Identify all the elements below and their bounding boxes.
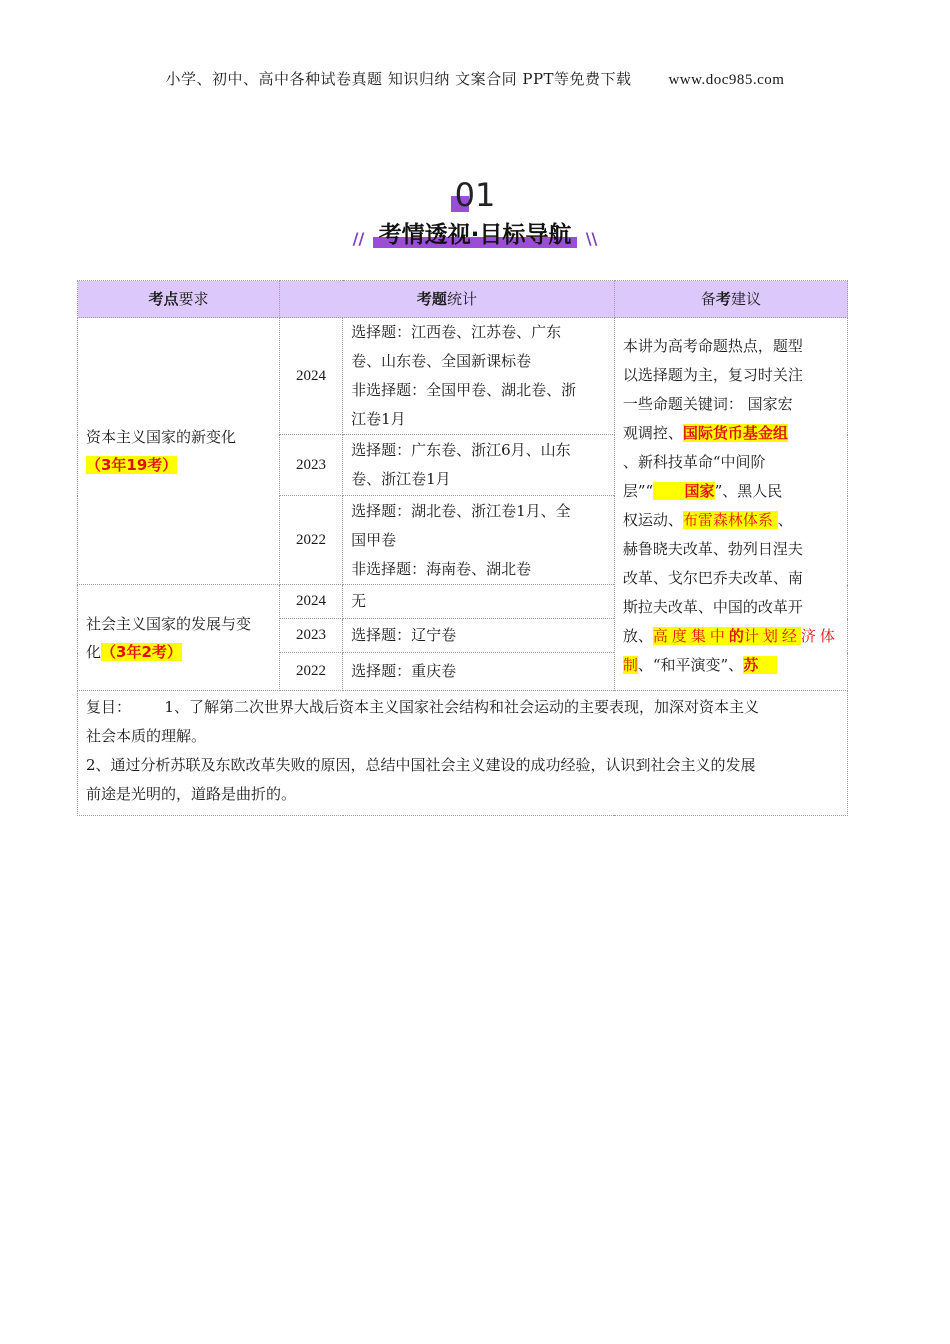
topic-count-badge: （3年2考） [101, 642, 182, 661]
section-number: 01 [454, 176, 496, 214]
exam-list: 选择题：湖北卷、浙江卷1月、全 国甲卷 非选择题：海南卷、湖北卷 [343, 496, 615, 585]
year-cell: 2024 [280, 585, 343, 619]
keyword-highlight: 国家 [653, 482, 714, 500]
topic-capitalist-changes [78, 318, 280, 585]
year-cell: 2023 [280, 619, 343, 653]
exam-list: 选择题：辽宁卷 [343, 619, 615, 653]
year-cell: 2023 [280, 435, 343, 496]
year-cell: 2022 [280, 653, 343, 691]
goals-label: 复目： [86, 698, 132, 716]
review-goals: 复目： 1、了解第二次世界大战后资本主义国家社会结构和社会运动的主要表现，加深对资本主义 社会本质的理解。 2、通过分析苏联及东欧改革失败的原因，总结中国社会主义建设的成功经验，认识到社会主义的发展 前途是光明的，道路是曲折的。 [78, 691, 848, 816]
exam-list: 选择题：广东卷、浙江6月、山东 卷、浙江卷1月 [343, 435, 615, 496]
exam-list: 选择题：江西卷、江苏卷、广东 卷、山东卷、全国新课标卷 非选择题：全国甲卷、湖北卷、浙 江卷1月 [343, 318, 615, 435]
header-statistics: 考题统计 [280, 281, 615, 318]
exam-overview-table [77, 280, 848, 816]
topic-name: 资本主义国家的新变化 [86, 428, 237, 446]
table-header-row [78, 281, 848, 318]
section-number-block [0, 176, 950, 214]
site-url: www.doc985.com [668, 72, 785, 88]
header-requirements: 考点要求 [78, 281, 280, 318]
page-header [0, 68, 950, 89]
section-title-banner [0, 216, 950, 249]
keyword-highlight: 布雷森林体系 [682, 511, 778, 529]
keyword-highlight: 国际货币基金组 [682, 424, 788, 442]
section-title: 考情透视·目标导航 [378, 222, 572, 248]
review-advice: 本讲为高考命题热点，题型 以选择题为主，复习时关注 一些命题关键词： 国家宏 观调控、国际货币基金组 、新科技革命“中间阶 层”“ 国家”、黑人民 权运动、布雷森林体系 、 赫鲁晓夫改革、勃列日涅夫 改革、戈尔巴乔夫改革、南 斯拉夫改革、中国的改革开 放、高度集中的计划经济体 制、“和平演变”、苏 [614, 318, 847, 691]
review-goals-row [78, 691, 848, 816]
year-cell: 2024 [280, 318, 343, 435]
topic-socialist-development: 社会主义国家的发展与变 化（3年2考） [78, 585, 280, 691]
slash-decoration-left: // [352, 229, 365, 248]
header-advice: 备考建议 [614, 281, 847, 318]
site-banner-text: 小学、初中、高中各种试卷真题 知识归纳 文案合同 PPT等免费下载 [165, 70, 632, 88]
slash-decoration-right: \\ [585, 229, 598, 248]
topic-count-badge: （3年19考） [86, 456, 178, 474]
table-row [78, 318, 848, 435]
exam-list: 选择题：重庆卷 [343, 653, 615, 691]
exam-list: 无 [343, 585, 615, 619]
year-cell: 2022 [280, 496, 343, 585]
